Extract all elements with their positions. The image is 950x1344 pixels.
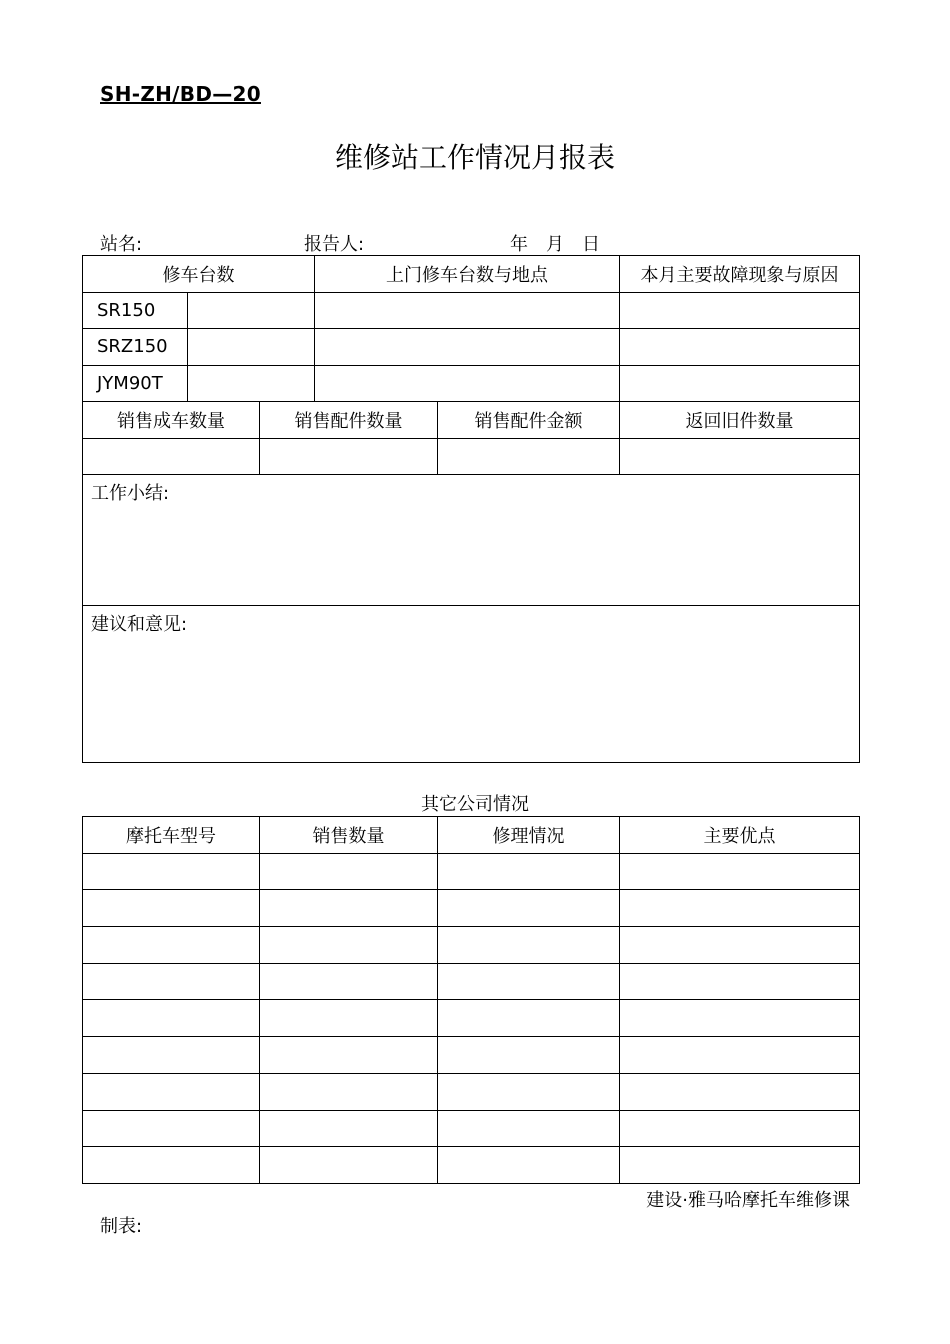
sales-qty-cell[interactable] (260, 963, 438, 1000)
table-row (83, 1110, 860, 1147)
repair-status-cell[interactable] (438, 1147, 620, 1184)
advantages-cell[interactable] (620, 890, 860, 927)
repair-status-cell[interactable] (438, 1037, 620, 1074)
table-row (83, 963, 860, 1000)
sales-qty-cell[interactable] (260, 927, 438, 964)
header-model: 摩托车型号 (83, 817, 260, 854)
header-main-advantages: 主要优点 (620, 817, 860, 854)
suggestion-cell[interactable] (83, 606, 860, 763)
header-repair-count: 修车台数 (83, 256, 315, 293)
table-row (83, 365, 860, 402)
table-row (83, 292, 860, 329)
repair-status-cell[interactable] (438, 1110, 620, 1147)
sales-header-row (83, 402, 860, 439)
advantages-cell[interactable] (620, 1110, 860, 1147)
header-returned-parts: 返回旧件数量 (620, 402, 860, 439)
repair-count-cell[interactable] (188, 292, 315, 329)
fault-cell[interactable] (620, 292, 860, 329)
table-row (83, 329, 860, 366)
model-cell[interactable] (83, 1037, 260, 1074)
returned-parts-cell[interactable] (620, 438, 860, 475)
vehicle-sales-cell[interactable] (83, 438, 260, 475)
repair-status-cell[interactable] (438, 1000, 620, 1037)
model-cell[interactable] (83, 1110, 260, 1147)
table-header-row (83, 256, 860, 293)
model-cell[interactable] (83, 1147, 260, 1184)
fault-cell[interactable] (620, 329, 860, 366)
header-parts-sales-amount: 销售配件金额 (438, 402, 620, 439)
header-sales-qty: 销售数量 (260, 817, 438, 854)
other-company-table (82, 816, 860, 1184)
sales-qty-cell[interactable] (260, 890, 438, 927)
sales-qty-cell[interactable] (260, 1000, 438, 1037)
table-row (83, 1037, 860, 1074)
other-company-title: 其它公司情况 (421, 794, 529, 815)
parts-sales-amount-cell[interactable] (438, 438, 620, 475)
sales-row (83, 438, 860, 475)
station-label: 站名: (100, 234, 143, 255)
repair-status-cell[interactable] (438, 853, 620, 890)
organization-label: 建设·雅马哈摩托车维修课 (646, 1190, 850, 1211)
sales-qty-cell[interactable] (260, 1073, 438, 1110)
header-parts-sales-qty: 销售配件数量 (260, 402, 438, 439)
model-cell[interactable] (83, 853, 260, 890)
fault-cell[interactable] (620, 365, 860, 402)
model-cell[interactable] (83, 927, 260, 964)
other-company-rows (83, 853, 860, 1183)
table-row (83, 927, 860, 964)
advantages-cell[interactable] (620, 1073, 860, 1110)
suggestion-label: 建议和意见: (91, 614, 188, 635)
advantages-cell[interactable] (620, 1000, 860, 1037)
onsite-repair-cell[interactable] (315, 329, 620, 366)
table-row (83, 890, 860, 927)
advantages-cell[interactable] (620, 1037, 860, 1074)
advantages-cell[interactable] (620, 853, 860, 890)
repair-status-cell[interactable] (438, 927, 620, 964)
sales-qty-cell[interactable] (260, 1147, 438, 1184)
document-code: SH-ZH/BD—20 (100, 82, 261, 106)
table-row (83, 1000, 860, 1037)
model-label: SR150 (83, 292, 188, 329)
date-label: 年 月 日 (510, 234, 600, 255)
sales-qty-cell[interactable] (260, 853, 438, 890)
parts-sales-qty-cell[interactable] (260, 438, 438, 475)
table-row (83, 1073, 860, 1110)
onsite-repair-cell[interactable] (315, 365, 620, 402)
maker-label: 制表: (100, 1216, 143, 1237)
monthly-report-table (82, 255, 860, 763)
table-header-row (83, 817, 860, 854)
header-vehicle-sales: 销售成车数量 (83, 402, 260, 439)
page-title: 维修站工作情况月报表 (334, 141, 615, 174)
model-cell[interactable] (83, 890, 260, 927)
work-summary-label: 工作小结: (91, 483, 170, 504)
onsite-repair-cell[interactable] (315, 292, 620, 329)
model-cell[interactable] (83, 963, 260, 1000)
header-onsite-repair: 上门修车台数与地点 (315, 256, 620, 293)
model-label: JYM90T (83, 365, 188, 402)
repair-count-cell[interactable] (188, 329, 315, 366)
model-cell[interactable] (83, 1073, 260, 1110)
repair-status-cell[interactable] (438, 890, 620, 927)
header-repair-status: 修理情况 (438, 817, 620, 854)
advantages-cell[interactable] (620, 927, 860, 964)
sales-qty-cell[interactable] (260, 1110, 438, 1147)
header-main-faults: 本月主要故障现象与原因 (620, 256, 860, 293)
repair-status-cell[interactable] (438, 1073, 620, 1110)
table-row (83, 1147, 860, 1184)
advantages-cell[interactable] (620, 963, 860, 1000)
table-row (83, 853, 860, 890)
repair-count-cell[interactable] (188, 365, 315, 402)
model-label: SRZ150 (83, 329, 188, 366)
advantages-cell[interactable] (620, 1147, 860, 1184)
repair-status-cell[interactable] (438, 963, 620, 1000)
reporter-label: 报告人: (304, 234, 365, 255)
summary-row (83, 475, 860, 606)
model-cell[interactable] (83, 1000, 260, 1037)
suggestion-row (83, 606, 860, 763)
sales-qty-cell[interactable] (260, 1037, 438, 1074)
work-summary-cell[interactable] (83, 475, 860, 606)
